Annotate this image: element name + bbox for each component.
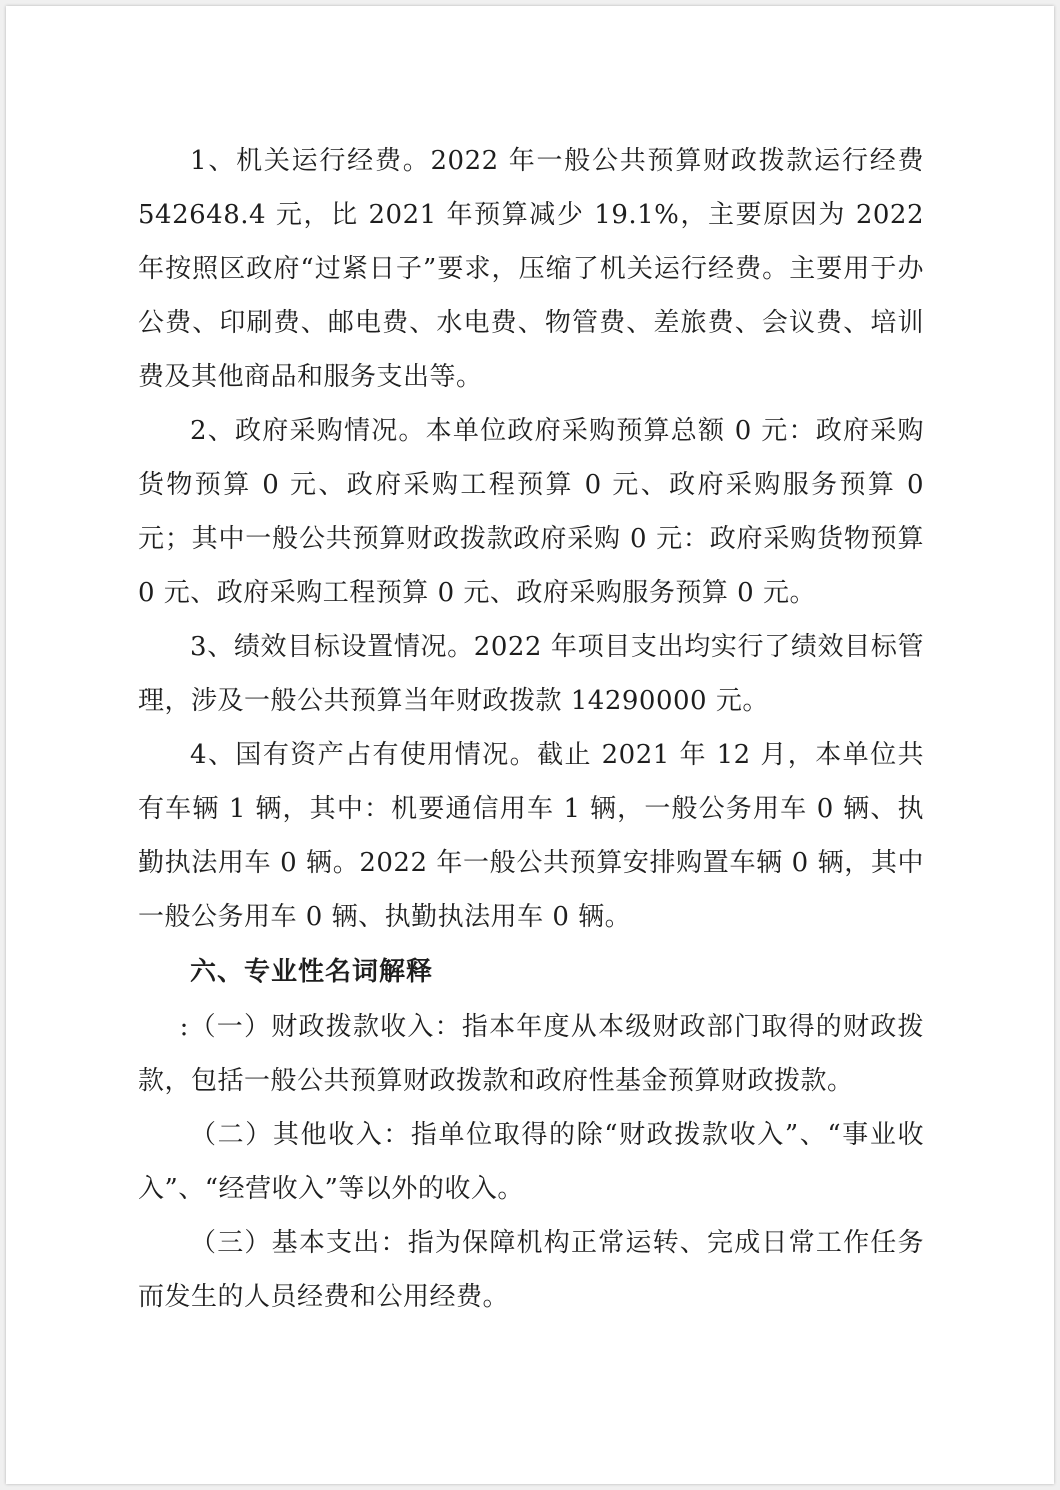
definition-other-income: （二）其他收入：指单位取得的除“财政拨款收入”、“事业收入”、“经营收入”等以外的收入。	[138, 1120, 924, 1204]
paragraph-performance-targets: 3、绩效目标设置情况。2022 年项目支出均实行了绩效目标管理，涉及一般公共预算当年财政拨款 14290000 元。	[138, 632, 924, 716]
definition-basic-expenditure: （三）基本支出：指为保障机构正常运转、完成日常工作任务而发生的人员经费和公用经费。	[138, 1228, 924, 1312]
document-body	[138, 134, 924, 1324]
definition-fiscal-appropriation-income: :（一）财政拨款收入：指本年度从本级财政部门取得的财政拨款，包括一般公共预算财政拨款和政府性基金预算财政拨款。	[138, 1012, 924, 1096]
paragraph-operating-expenses: 1、机关运行经费。2022 年一般公共预算财政拨款运行经费542648.4 元，比 2021 年预算减少 19.1%，主要原因为 2022 年按照区政府“过紧日子”要求，压缩了机关运行经费。主要用于办公费、印刷费、邮电费、水电费、物管费、差旅费、会议费、培训费及其他商品和服务支出等。	[138, 146, 924, 392]
paragraph-state-assets: 4、国有资产占有使用情况。截止 2021 年 12 月，本单位共有车辆 1 辆，其中：机要通信用车 1 辆，一般公务用车 0 辆、执勤执法用车 0 辆。2022 年一般公共预算安排购置车辆 0 辆，其中一般公务用车 0 辆、执勤执法用车 0 辆。	[138, 740, 924, 932]
paragraph-government-procurement: 2、政府采购情况。本单位政府采购预算总额 0 元：政府采购货物预算 0 元、政府采购工程预算 0 元、政府采购服务预算 0 元；其中一般公共预算财政拨款政府采购 0 元：政府采购货物预算 0 元、政府采购工程预算 0 元、政府采购服务预算 0 元。	[138, 416, 924, 608]
section-heading-terminology: 六、专业性名词解释	[190, 957, 434, 987]
document-page	[6, 6, 1054, 1484]
